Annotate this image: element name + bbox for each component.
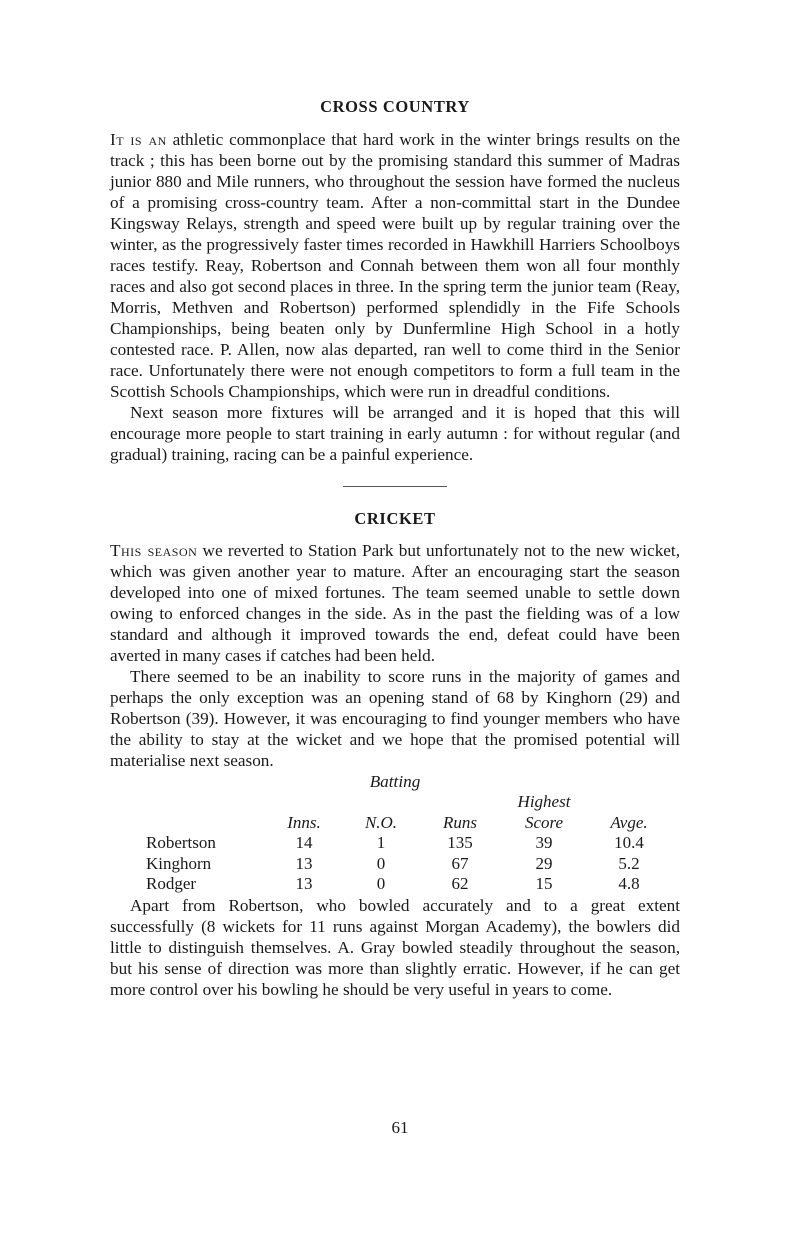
not-out-value: 0 (376, 874, 386, 893)
innings-value: 13 (295, 874, 313, 893)
cricket-paragraph-2: There seemed to be an inability to score runs in the majority of games and perhaps the only exception was an opening stand of 68 by Kinghorn (29) and Robertson (39). However, it was encouraging to find younger members who have the ability to stay at the wicket and we hope that the promised potential will materialise next season. (110, 667, 680, 770)
page-content (110, 96, 680, 1000)
table-row (146, 833, 674, 854)
cricket-paragraph-1-text: we reverted to Station Park but unfortunately not to the new wicket, which was given another year to mature. After an encouraging start the season developed into one of mixed fortunes. The team seemed unable to settle down owing to enforced changes in the side. As in the past the fielding was of a low standard and although it improved towards the end, defeat could have been averted in many cases if catches had been held. (110, 541, 680, 665)
cricket-paragraph-1 (110, 540, 680, 666)
not-out-value: 0 (376, 853, 386, 873)
highest-score-value: 39 (535, 833, 553, 852)
cross-country-paragraph-1-text: athletic commonplace that hard work in the winter brings results on the track ; this has been borne out by the promising standard this summer of Madras junior 880 and Mile runners, who throughout the session have formed the nucleus of a promising cross-country team. After a non-committal start in the Dundee Kingsway Relays, strength and speed were built up by regular training over the winter, as the progressively faster times recorded in Hawkhill Harriers Schoolboys races testify. Reay, Robertson and Connah between them won all four monthly races and also got second places in three. In the spring term the junior team (Reay, Morris, Methven and Robertson) performed splendidly in the Fife Schools Championships, being beaten only by Dunfermline High School in a hotly contested race. P. Allen, now alas departed, ran well to come third in the Senior race. Unfortunately there were not enough competitors to form a full team in the Scottish Schools Championships, which were run in dreadful conditions. (110, 130, 680, 401)
cross-country-lead-in: It is an (110, 130, 167, 149)
table-row (146, 854, 674, 875)
cricket-lead-in: This season (110, 541, 198, 560)
batting-caption: Batting (369, 772, 421, 791)
highest-score-value: 29 (535, 853, 553, 873)
section-divider (343, 486, 447, 487)
header-inns: Inns. (287, 812, 321, 832)
cricket-heading: CRICKET (354, 509, 436, 528)
header-not-out: N.O. (364, 812, 398, 832)
runs-value: 67 (451, 853, 469, 873)
average-value: 4.8 (618, 874, 640, 893)
table-row (146, 874, 674, 895)
player-name: Robertson (146, 833, 216, 852)
highest-score-value: 15 (535, 874, 553, 893)
player-name: Kinghorn (146, 853, 212, 873)
batting-header-row (146, 813, 674, 834)
innings-value: 13 (295, 853, 313, 873)
average-value: 10.4 (614, 833, 644, 852)
runs-value: 62 (451, 874, 469, 893)
innings-value: 14 (295, 833, 313, 852)
cricket-paragraph-3: Apart from Robertson, who bowled accurately and to a great extent successfully (8 wickets for 11 runs against Morgan Academy), the bowlers did little to distinguish themselves. A. Gray bowled steadily throughout the season, but his sense of direction was more than slightly erratic. However, if he can get more control over his bowling he should be very useful in years to come. (110, 895, 680, 999)
header-runs: Runs (443, 812, 477, 832)
page-number: 61 (391, 1118, 409, 1137)
header-highest: Highest (517, 792, 571, 811)
header-average: Avge. (610, 812, 648, 832)
average-value: 5.2 (618, 853, 640, 873)
batting-header-row-top (146, 792, 674, 813)
player-name: Rodger (146, 874, 197, 893)
not-out-value: 1 (376, 833, 386, 852)
runs-value: 135 (447, 833, 473, 852)
header-score: Score (524, 812, 564, 832)
cross-country-paragraph-2: Next season more fixtures will be arranged and it is hoped that this will encourage more people to start training in early autumn : for without regular (and gradual) training, racing can be a painful experience. (110, 403, 680, 464)
cross-country-heading: CROSS COUNTRY (320, 97, 470, 116)
cross-country-paragraph-1 (110, 129, 680, 402)
batting-table (146, 792, 674, 895)
